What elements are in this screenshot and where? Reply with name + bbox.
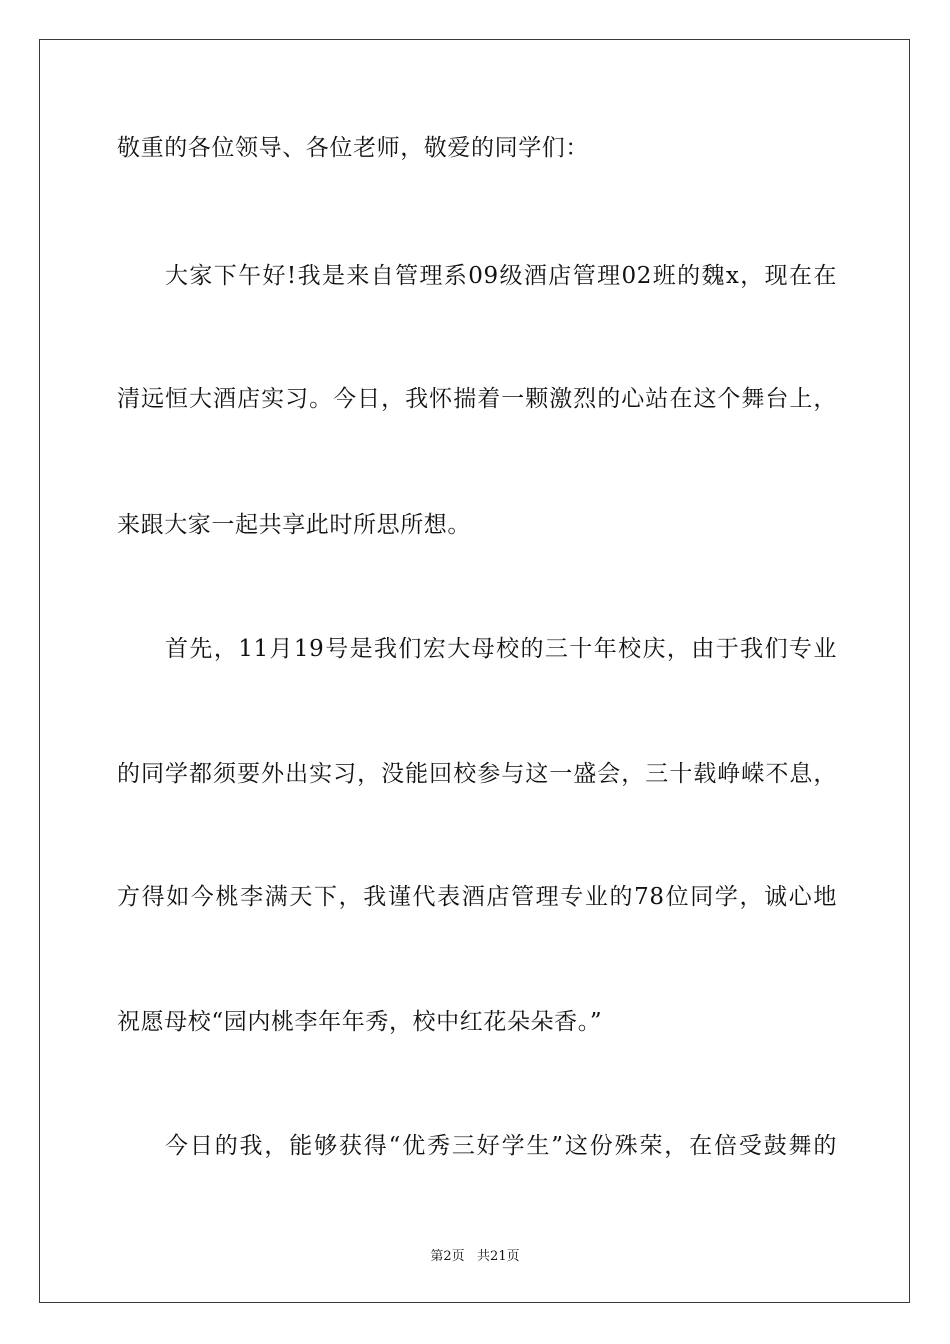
text-line-paragraph-2-line-1: 首先，11月19号是我们宏大母校的三十年校庆，由于我们专业 bbox=[165, 636, 837, 662]
text-line-paragraph-1-line-3: 来跟大家一起共享此时所思所想。 bbox=[117, 512, 471, 538]
page-border bbox=[39, 39, 910, 1303]
text-line-paragraph-2-line-3: 方得如今桃李满天下，我谨代表酒店管理专业的78位同学，诚心地 bbox=[117, 884, 837, 910]
text-line-paragraph-3-line-1: 今日的我，能够获得“优秀三好学生”这份殊荣，在倍受鼓舞的 bbox=[165, 1133, 837, 1159]
page-number-footer: 第2页 共21页 bbox=[430, 1249, 520, 1264]
text-line-salutation: 敬重的各位领导、各位老师，敬爱的同学们： bbox=[117, 135, 589, 161]
text-line-paragraph-1-line-2: 清远恒大酒店实习。今日，我怀揣着一颗激烈的心站在这个舞台上， bbox=[117, 386, 837, 412]
text-line-paragraph-2-line-2: 的同学都须要外出实习，没能回校参与这一盛会，三十载峥嵘不息， bbox=[117, 761, 837, 787]
text-line-paragraph-1-line-1: 大家下午好!我是来自管理系09级酒店管理02班的魏x，现在在 bbox=[165, 263, 837, 289]
text-line-paragraph-2-line-4: 祝愿母校“园内桃李年年秀，校中红花朵朵香。” bbox=[117, 1009, 603, 1035]
